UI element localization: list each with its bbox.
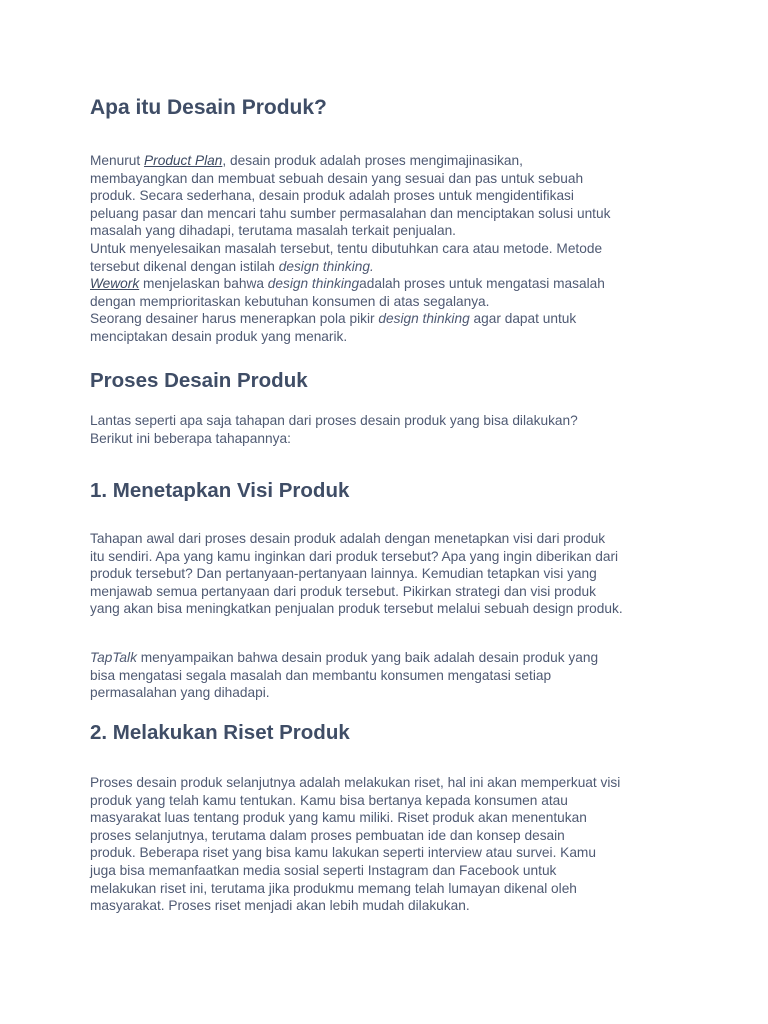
intro-text: menjelaskan bahwa: [139, 276, 268, 292]
step2-line: masyarakat luas tentang produk yang kamu miliki. Riset produk akan menentukan: [90, 810, 587, 826]
step1-line: Tahapan awal dari proses desain produk adalah dengan menetapkan visi dari produk: [90, 531, 606, 546]
taptalk-source: TapTalk: [90, 650, 137, 665]
intro-line: produk. Secara sederhana, desain produk adalah proses untuk mengidentifikasi: [90, 188, 574, 204]
intro-line: menciptakan desain produk yang menarik.: [90, 328, 348, 344]
intro-line: [90, 275, 690, 293]
intro-line: membayangkan dan membuat sebuah desain yang sesuai dan pas untuk sebuah: [90, 170, 584, 186]
step1-paragraph: [90, 530, 690, 618]
step2-line: produk. Beberapa riset yang bisa kamu lakukan seperti interview atau survei. Kamu: [90, 845, 596, 861]
proses-line: Berikut ini beberapa tahapannya:: [90, 430, 291, 446]
intro-line: peluang pasar dan mencari tahu sumber permasalahan dan menciptakan solusi untuk: [90, 205, 611, 221]
intro-line: dengan memprioritaskan kebutuhan konsumen di atas segalanya.: [90, 293, 490, 309]
step2-line: juga bisa memanfaatkan media sosial seperti Instagram dan Facebook untuk: [90, 862, 557, 878]
heading-melakukan-riset-produk: 2. Melakukan Riset Produk: [90, 721, 350, 744]
taptalk-text: menyampaikan bahwa desain produk yang baik adalah desain produk yang: [136, 650, 599, 665]
design-thinking-term: design thinking: [378, 311, 470, 327]
design-thinking-term: design thinking.: [278, 258, 374, 274]
intro-line: [90, 152, 690, 170]
heading-menetapkan-visi-produk: 1. Menetapkan Visi Produk: [90, 479, 350, 502]
intro-line: [90, 310, 690, 328]
intro-text: Menurut: [90, 153, 145, 168]
intro-paragraph: [90, 152, 690, 346]
wework-link[interactable]: Wework: [90, 276, 140, 292]
step2-line: produk yang telah kamu tentukan. Kamu bisa bertanya kepada konsumen atau: [90, 792, 568, 808]
step1-line: yang akan bisa meningkatkan penjualan produk tersebut melalui sebuah design produk.: [90, 601, 623, 617]
proses-paragraph: [90, 412, 690, 447]
heading-apa-itu-desain-produk: Apa itu Desain Produk?: [90, 96, 327, 119]
step1-line: produk tersebut? Dan pertanyaan-pertanyaan lainnya. Kemudian tetapkan visi yang: [90, 566, 597, 582]
intro-text: adalah proses untuk mengatasi masalah: [359, 276, 605, 292]
step2-line: masyarakat. Proses riset menjadi akan lebih mudah dilakukan.: [90, 898, 470, 914]
intro-text: agar dapat untuk: [469, 311, 577, 327]
step2-line: melakukan riset ini, terutama jika produkmu memang telah lumayan dikenal oleh: [90, 880, 577, 896]
step2-line: Proses desain produk selanjutnya adalah melakukan riset, hal ini akan memperkuat visi: [90, 775, 621, 790]
product-plan-link[interactable]: Product Plan: [144, 153, 223, 168]
step2-line: proses selanjutnya, terutama dalam proses pembuatan ide dan konsep desain: [90, 827, 565, 843]
intro-text: , desain produk adalah proses mengimajinasikan,: [222, 153, 523, 168]
intro-line: masalah yang dihadapi, terutama masalah terkait penjualan.: [90, 223, 456, 239]
taptalk-line: [90, 649, 690, 667]
design-thinking-term: design thinking: [267, 276, 360, 292]
taptalk-line: bisa mengatasi segala masalah dan membantu konsumen mengatasi setiap: [90, 667, 552, 683]
heading-proses-desain-produk: Proses Desain Produk: [90, 369, 308, 392]
step1-line: itu sendiri. Apa yang kamu inginkan dari produk tersebut? Apa yang ingin diberikan dari: [90, 548, 619, 564]
taptalk-line: permasalahan yang dihadapi.: [90, 685, 270, 701]
taptalk-paragraph: [90, 649, 690, 702]
step1-line: menjawab semua pertanyaan dari produk tersebut. Pikirkan strategi dan visi produk: [90, 583, 596, 599]
intro-text: tersebut dikenal dengan istilah: [90, 258, 279, 274]
intro-text: Seorang desainer harus menerapkan pola pikir: [90, 311, 379, 327]
intro-line: Untuk menyelesaikan masalah tersebut, tentu dibutuhkan cara atau metode. Metode: [90, 240, 603, 256]
step2-paragraph: [90, 774, 690, 915]
proses-line: Lantas seperti apa saja tahapan dari proses desain produk yang bisa dilakukan?: [90, 413, 578, 428]
intro-line: [90, 258, 690, 276]
